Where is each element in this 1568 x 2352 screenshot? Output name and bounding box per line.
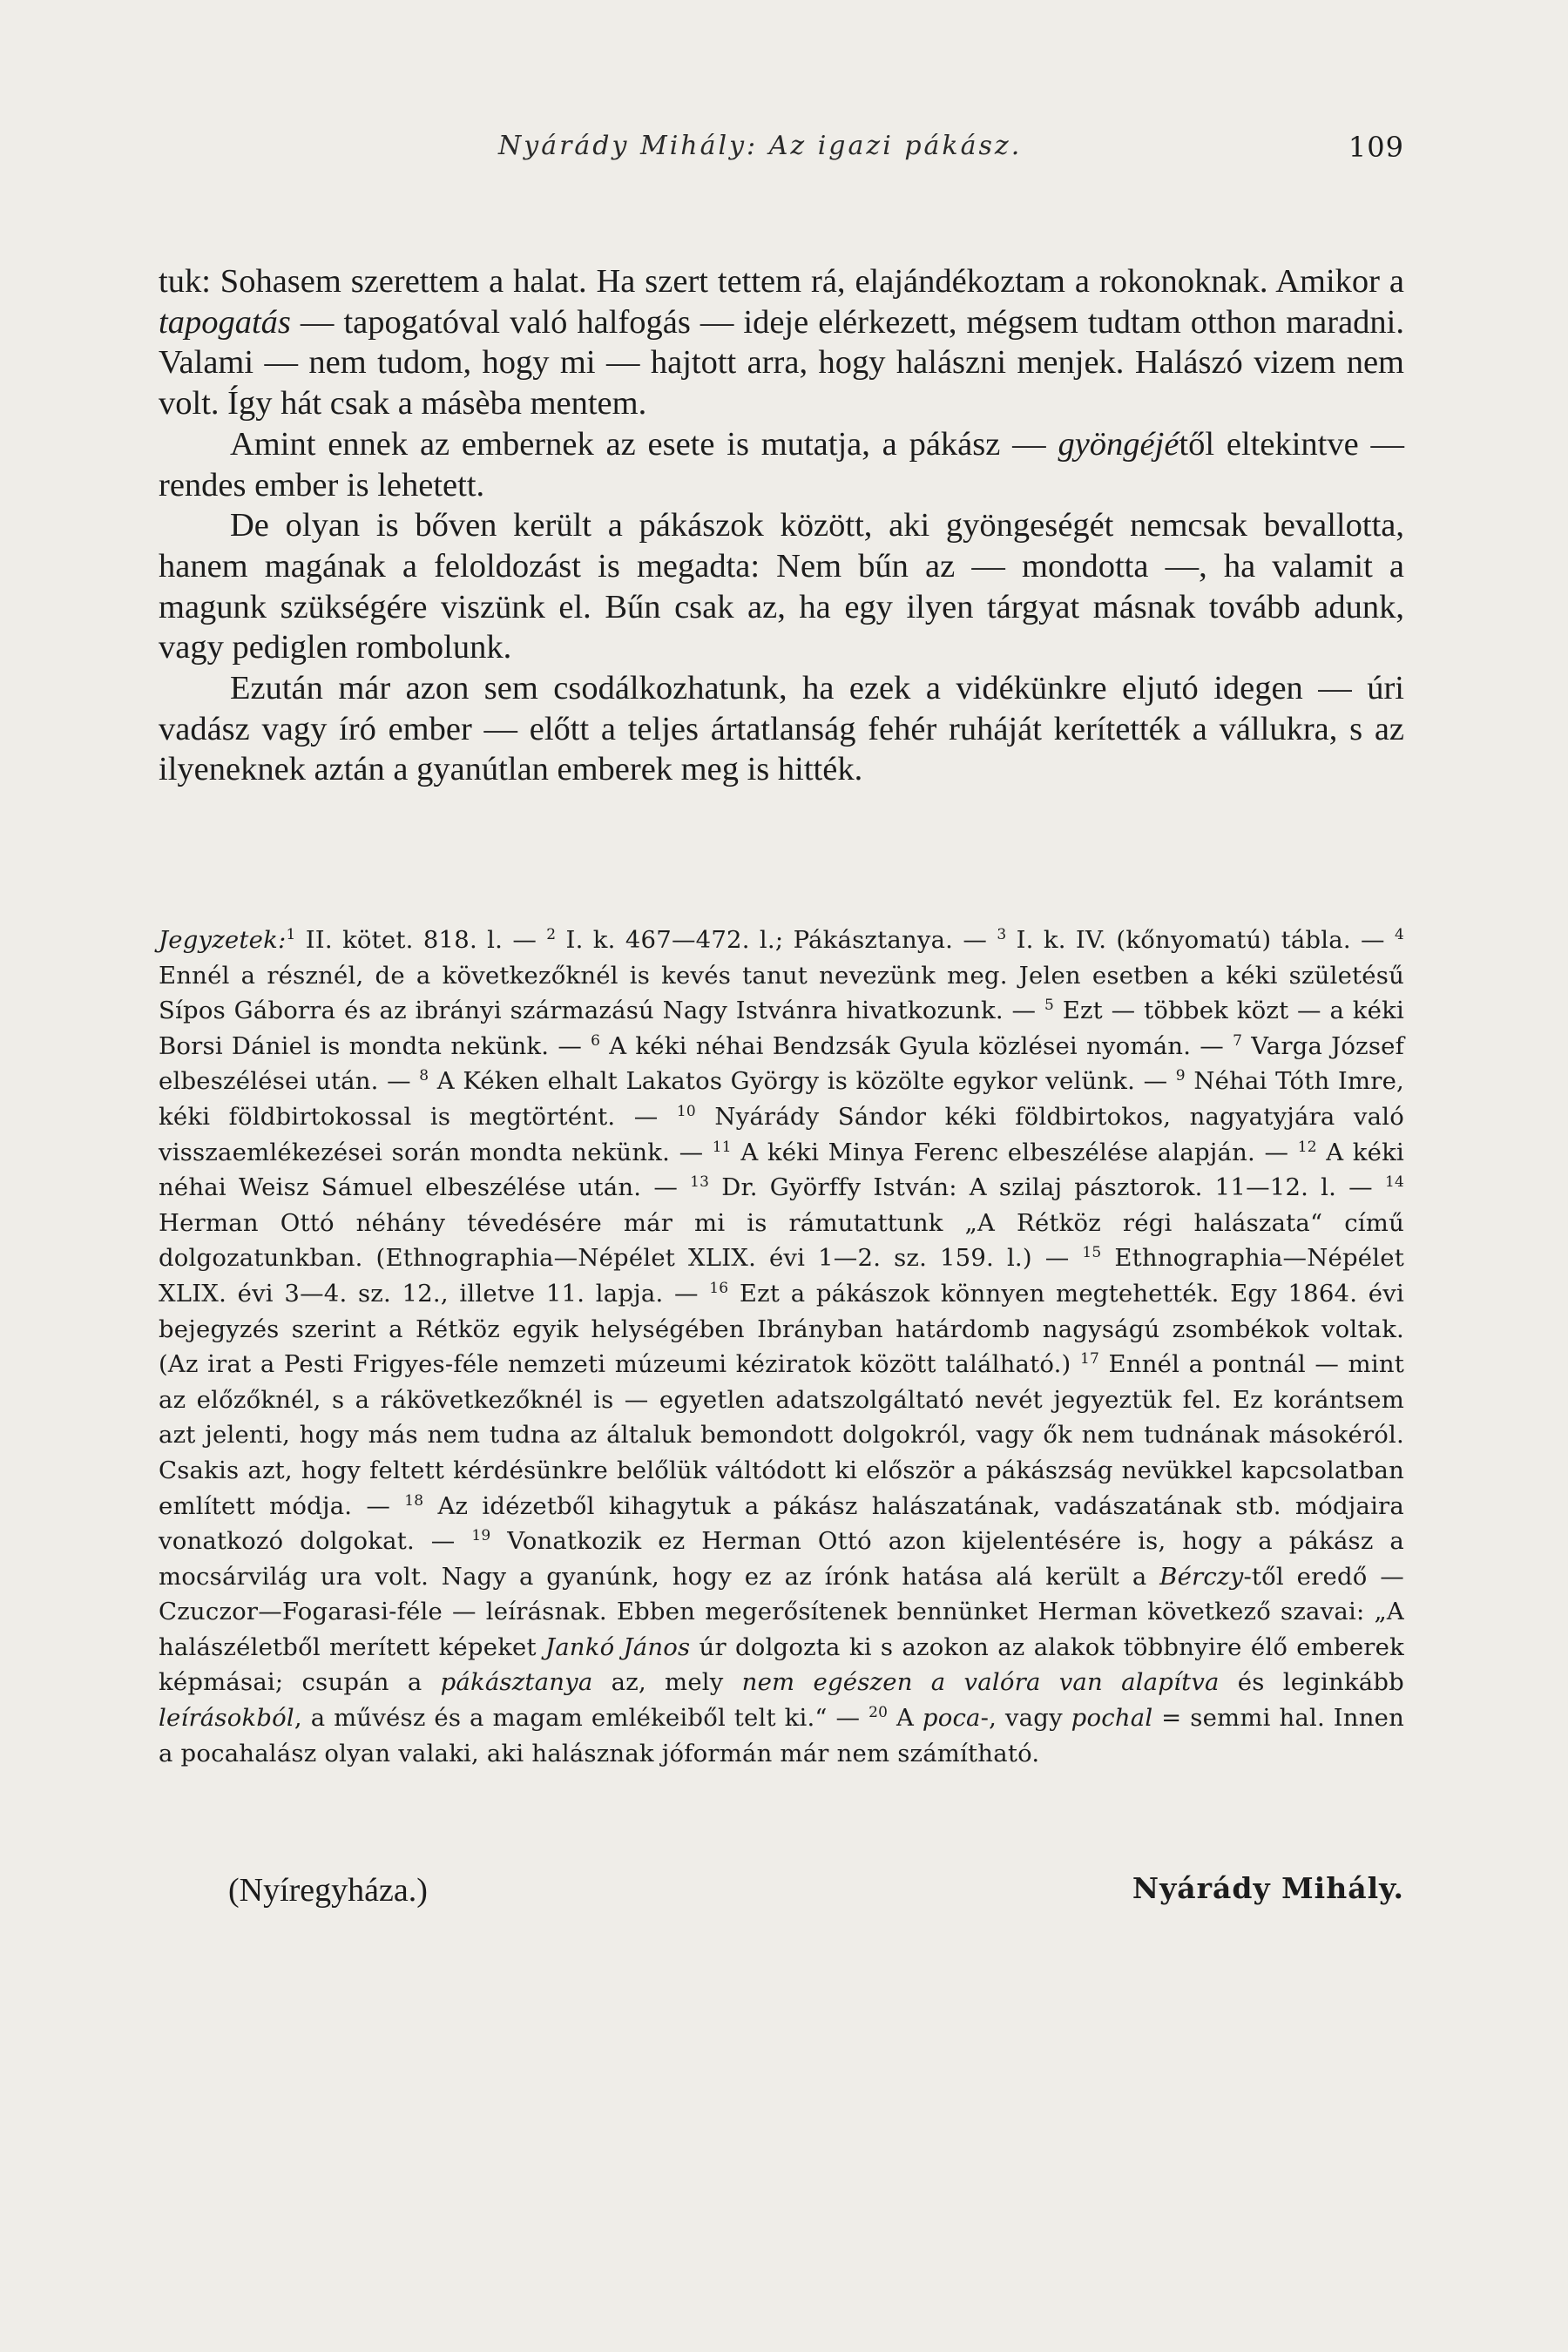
page-number: 109 xyxy=(1348,131,1404,164)
footnotes: Jegyzetek:$^1$ II. kötet. 818. l. — $^2$ I. k. 467—472. l.; Pákásztanya. — $^3$ I. k. IV. (kőnyomatú) tábla. — $^4$ Ennél a résznél, de a következőknél is kevés tanut nevezünk meg. Jelen esetben a kéki születésű Sípos Gáborra és az ibrányi származású Nagy Istvánra hivatkozunk. — $^5$ Ezt — többek közt — a kéki Borsi Dániel is mondta nekünk. — $^6$ A kéki néhai Bendzsák Gyula közlései nyomán. — $^7$ Varga József elbeszélései után. — $^8$ A Kéken elhalt Lakatos György is közölte egykor velünk. — $^9$ Néhai Tóth Imre, kéki földbirtokossal is megtörtént. — $^{10}$ Nyárády Sándor kéki földbirtokos, nagyatyjára való visszaemlékezései során mondta nekünk. — $^{11}$ A kéki Minya Ferenc elbeszélése alapján. — $^{12}$ A kéki néhai Weisz Sámuel elbeszélése után. — $^{13}$ Dr. Györffy István: A szilaj pásztorok. 11—12. l. — $^{14}$ Herman Ottó néhány tévedésére már mi is rámutattunk „A Rétköz régi halászata“ című dolgozatunkban. (Ethnographia—Népélet XLIX. évi 1—2. sz. 159. l.) — $^{15}$ Ethnographia—Népélet XLIX. évi 3—4. sz. 12., illetve 11. lapja. — $^{16}$ Ezt a pákászok könnyen megtehették. Egy 1864. évi bejegyzés szerint a Rétköz egyik helységében Ibrányban határdomb nagyságú zsombékok voltak. (Az irat a Pesti Frigyes-féle nemzeti múzeumi kéziratok között található.) $^{17}$ Ennél a pontnál — mint az előzőknél, s a rákövetkezőknél is — egyetlen adatszolgáltató nevét jegyeztük fel. Ez korántsem azt jelenti, hogy más nem tudna az általuk bemondott dolgokról, vagy ők nem tudnának másokéról. Csakis azt, hogy feltett kérdésünkre belőlük váltódott ki először a pákászság nevükkel kapcsolatban említett módja. — $^{18}$ Az idézetből kihagytuk a pákász halászatának, vadászatának stb. módjaira vonatkozó dolgokat. — $^{19}$ Vonatkozik ez Herman Ottó azon kijelentésére is, hogy a pákász a mocsárvilág ura volt. Nagy a gyanúnk, hogy ez az írónk hatása alá került a Bérczy-től eredő — Czuczor—Fogarasi-féle — leírásnak. Ebben megerősítenek bennünket Herman következő szavai: „A halászéletből merített képeket Jankó János úr dolgozta ki s azokon az alakok többnyire élő emberek képmásai; csupán a pákásztanya az, mely nem egészen a valóra van alapítva és leginkább leírásokból, a művész és a magam emlékeiből telt ki.“ — $^{20}$ A poca-, vagy pochal = semmi hal. Innen a pocahalász olyan valaki, aki halásznak jóformán már nem számítható. xyxy=(159,925,1405,1767)
paragraph: tuk: Sohasem szerettem a halat. Ha szert tettem rá, elajándékoztam a rokonoknak. Amikor a tapogatás — tapogatóval való halfogás — ideje elérkezett, mégsem tudtam otthon maradni. Valami — nem tudom, hogy mi — hajtott arra, hogy halászni menjek. Halászó vizem nem volt. Így hát csak a másèba mentem. xyxy=(159,263,1404,422)
page-header xyxy=(159,131,1404,174)
running-head: Nyárády Mihály: Az igazi pákász. xyxy=(498,131,1023,161)
body-text xyxy=(159,261,1404,790)
author-signature: Nyárády Mihály. xyxy=(1132,1871,1404,1905)
paragraph: Amint ennek az embernek az esete is mutatja, a pákász — gyöngéjétől eltekintve — rendes ember is lehetett. xyxy=(159,425,1404,504)
paragraph: Ezután már azon sem csodálkozhatunk, ha ezek a vidékünkre eljutó idegen — úri vadász vagy író ember — előtt a teljes ártatlanság fehér ruháját kerítették a vállukra, s az ilyeneknek aztán a gyanútlan emberek meg is hitték. xyxy=(159,670,1404,788)
signature-line xyxy=(159,1871,1404,1915)
footnotes-label: Jegyzetek: xyxy=(159,926,287,954)
place-of-writing: (Nyíregyháza.) xyxy=(228,1872,428,1909)
paragraph: De olyan is bőven került a pákászok között, aki gyöngeségét nemcsak bevallotta, hanem magának a feloldozást is megadta: Nem bűn az — mondotta —, ha valamit a magunk szükségére viszünk el. Bűn csak az, ha egy ilyen tárgyat másnak tovább adunk, vagy pediglen rombolunk. xyxy=(159,507,1404,666)
